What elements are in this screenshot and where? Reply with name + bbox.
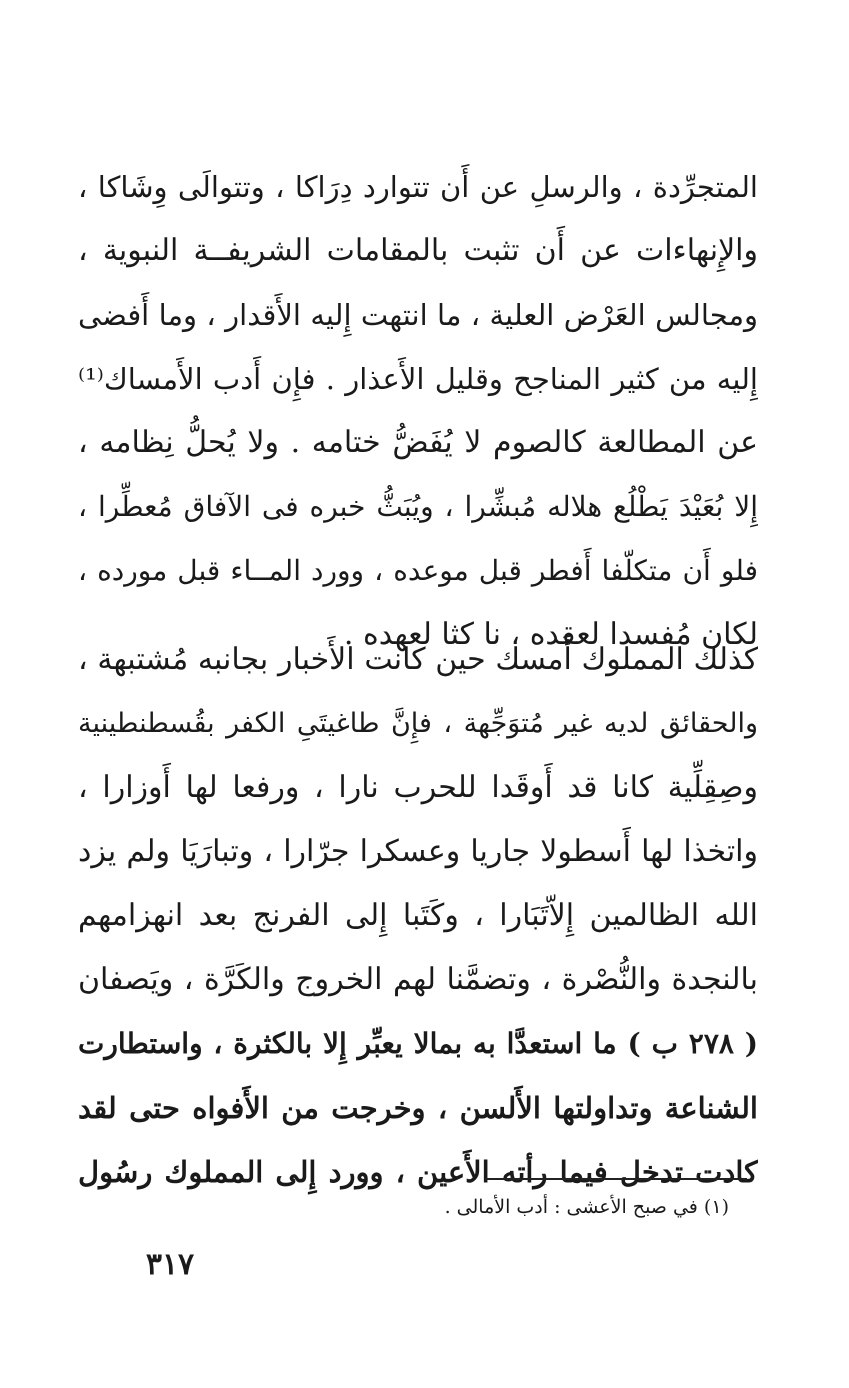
text-line: ومجالس العَرْض العلية ، ما انتهت إِليه الأَقدار ، وما أَفضى [78, 298, 758, 332]
text-line: والحقائق لديه غير مُتوَجِّهة ، فإِنَّ طاغيتَىِ الكفر بقُسطنطينية [78, 708, 758, 739]
page-number: ٣١٧ [145, 1247, 195, 1282]
text-line: وصِقِلِّية كانا قد أَوقَدا للحرب نارا ، ورفعا لها أَوزارا ، [78, 770, 758, 805]
text-line: الشناعة وتداولتها الأَلسن ، وخرجت من الأَفواه حتى لقد [78, 1091, 758, 1125]
footnote: (١) في صبح الأعشى : أدب الأمالى . [444, 1196, 729, 1218]
text-line: والإِنهاءات عن أَن تثبت بالمقامات الشريفــة النبوية ، [78, 233, 758, 268]
paragraph-2 [78, 628, 758, 1204]
text-line: كذلك المملوك أَمسك حين كانت الأَخبار بجانبه مُشتبهة ، [78, 642, 758, 677]
text-line: عن المطالعة كالصوم لا يُفَضُّ ختامه . ولا يُحلُّ نِظامه ، [78, 425, 758, 460]
text-line: واتخذا لها أَسطولا جاريا وعسكرا جرّارا ، وتبارَيَا ولم يزد [78, 834, 758, 869]
text-line: الله الظالمين إِلاّتَبَارا ، وكَتَبا إِلى الفرنج بعد انهزامهم [78, 898, 758, 933]
text-line: بالنجدة والنُّصْرة ، وتضمَّنا لهم الخروج والكَرَّة ، ويَصفان [78, 962, 758, 997]
text-line: إِلا بُعَيْدَ يَطْلُع هلاله مُبشِّرا ، ويُبَثُّ خبره فى الآفاق مُعطِّرا ، [78, 490, 758, 523]
text-line: لكان مُفسدا لعقده ، نا كثا لعهده . [343, 617, 758, 652]
paragraph-1 [78, 155, 758, 667]
text-line: كادت تدخل فيما رأته الأَعين ، وورد إِلى المملوك رسُول [78, 1155, 758, 1189]
text-line: إِليه من كثير المناجح وقليل الأَعذار . فإِن أَدب الأَمساك⁽¹⁾ [78, 362, 758, 396]
text-line: فلو أَن متكلّفا أَفطر قبل موعده ، وورد المــاء قبل مورده ، [78, 554, 758, 587]
footnote-divider [485, 1178, 747, 1180]
text-line: ( ٢٧٨ ب ) ما استعدَّا به بمالا يعبِّر إِلا بالكثرة ، واستطارت [78, 1027, 758, 1060]
text-line: المتجرِّدة ، والرسلِ عن أَن تتوارد دِرَاكا ، وتتوالَى وِشَاكا ، [78, 170, 758, 204]
